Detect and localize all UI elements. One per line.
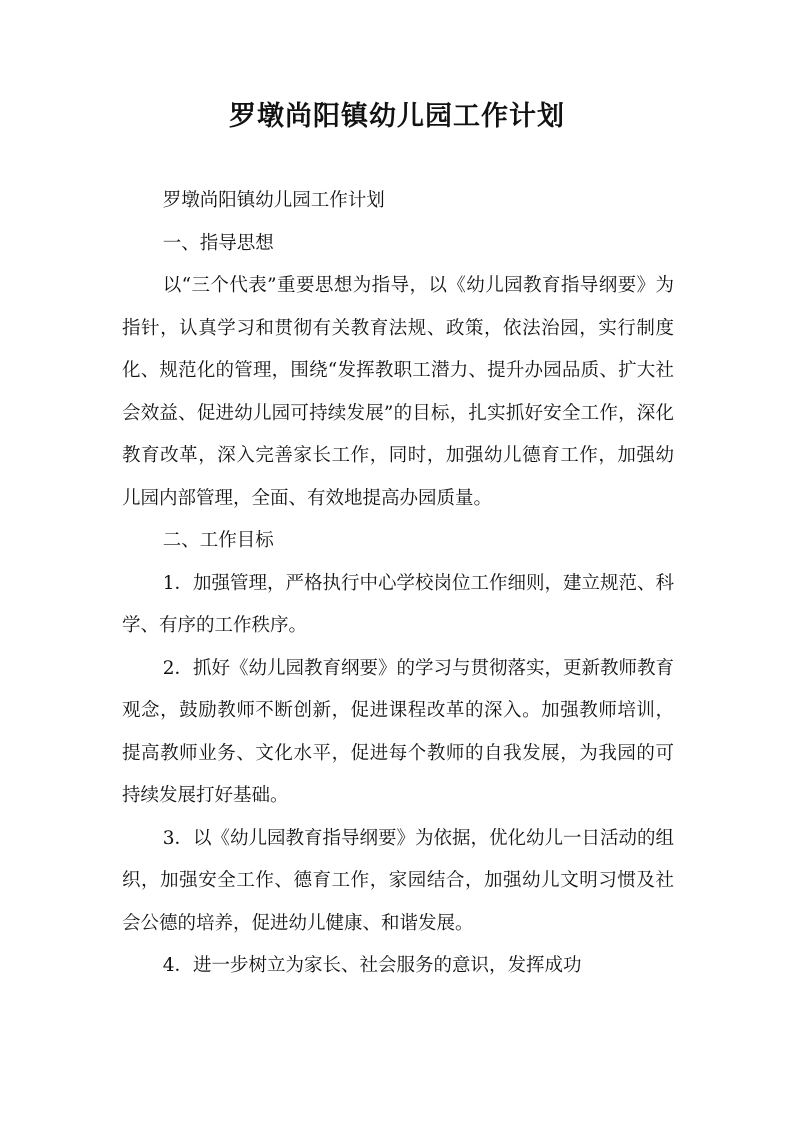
- document-title: 罗墩尚阳镇幼儿园工作计划: [229, 101, 565, 132]
- goal-item-1: 1．加强管理，严格执行中心学校岗位工作细则，建立规范、科学、有序的工作秩序。: [122, 572, 674, 636]
- goal-item-4: 4．进一步树立为家长、社会服务的意识，发挥成功: [162, 955, 582, 976]
- section-heading-work-goals: 二、工作目标: [162, 530, 274, 551]
- section-heading-guiding-ideology: 一、指导思想: [162, 232, 274, 254]
- goal-item-3: 3．以《幼儿园教育指导纲要》为依据，优化幼儿一日活动的组织，加强安全工作、德育工作，家园结合，加强幼儿文明习惯及社会公德的培养，促进幼儿健康、和谐发展。: [122, 827, 674, 934]
- body-paragraph-guiding-ideology: 以“三个代表”重要思想为指导，以《幼儿园教育指导纲要》为指针，认真学习和贯彻有关教育法规、政策，依法治园，实行制度化、规范化的管理，围绕“发挥教职工潜力、提升办园品质、扩大社会效益、促进幼儿园可持续发展”的目标，扎实抓好安全工作，深化教育改革，深入完善家长工作，同时，加强幼儿德育工作，加强幼儿园内部管理，全面、有效地提高办园质量。: [122, 275, 674, 509]
- goal-item-2: 2．抓好《幼儿园教育纲要》的学习与贯彻落实，更新教师教育观念，鼓励教师不断创新，促进课程改革的深入。加强教师培训，提高教师业务、文化水平，促进每个教师的自我发展，为我园的可持续发展打好基础。: [122, 657, 674, 806]
- document-body: [122, 180, 674, 988]
- body-paragraph-heading: 罗墩尚阳镇幼儿园工作计划: [162, 190, 385, 211]
